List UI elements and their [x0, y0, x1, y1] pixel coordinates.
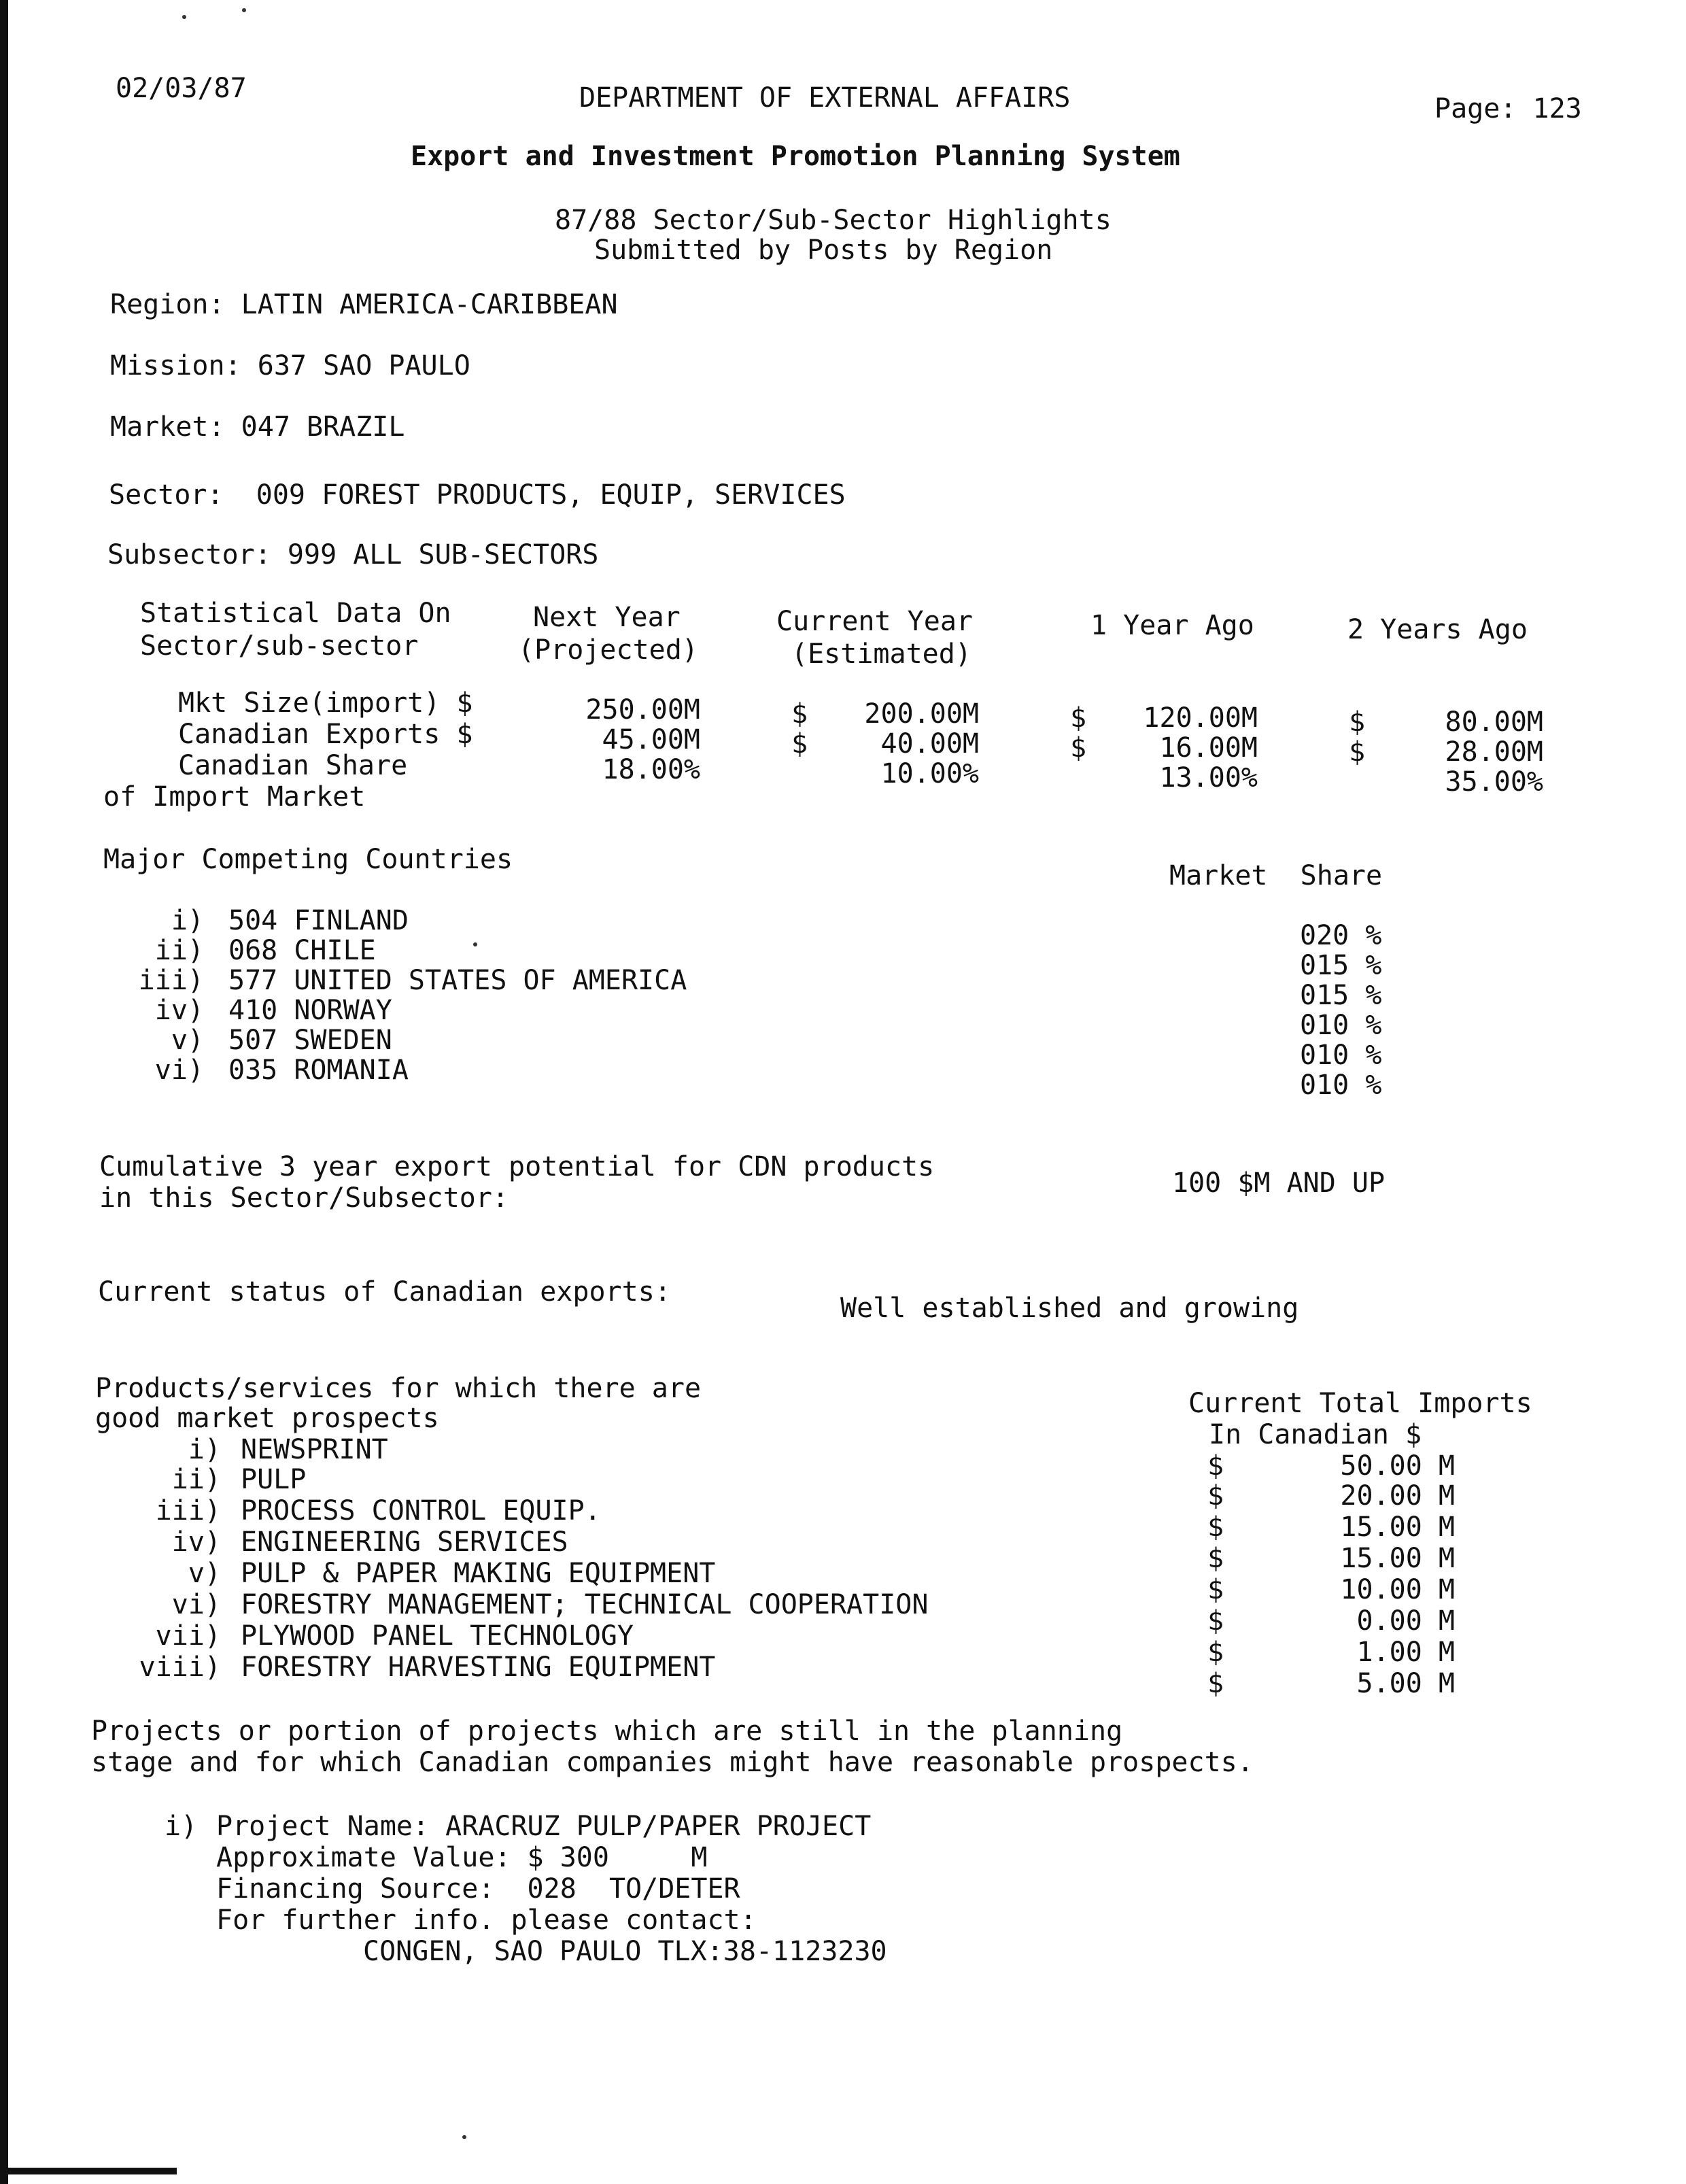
col-header-next-year: Next Year — [533, 602, 681, 633]
stats-cell-1-year-ago: 16.00M — [1159, 732, 1258, 764]
product-number: viii) — [139, 1652, 221, 1683]
competitor-share: 010 % — [1300, 1070, 1382, 1101]
competitor-number: ii) — [154, 935, 204, 966]
product-name: FORESTRY HARVESTING EQUIPMENT — [241, 1652, 716, 1683]
export-status-label: Current status of Canadian exports: — [98, 1276, 671, 1308]
product-number: vi) — [171, 1589, 221, 1620]
product-name: PULP — [241, 1464, 307, 1495]
product-name: PLYWOOD PANEL TECHNOLOGY — [241, 1620, 634, 1652]
competitor-country: 577 UNITED STATES OF AMERICA — [228, 965, 687, 996]
stats-cell-2-years-ago: 28.00M — [1445, 736, 1543, 768]
report-subtitle: 87/88 Sector/Sub-Sector Highlights — [555, 205, 1112, 236]
col-header-estimated: (Estimated) — [791, 638, 971, 670]
product-number: v) — [188, 1558, 221, 1589]
stats-cell-currency: $ — [791, 698, 808, 730]
stats-cell-2-years-ago: 35.00% — [1445, 766, 1543, 798]
competitor-number: iii) — [138, 965, 204, 996]
product-currency: $ — [1207, 1574, 1224, 1605]
product-currency: $ — [1207, 1637, 1224, 1668]
product-name: FORESTRY MANAGEMENT; TECHNICAL COOPERATION — [241, 1589, 929, 1620]
competitor-country: 507 SWEDEN — [228, 1025, 392, 1056]
competitor-share: 015 % — [1300, 950, 1382, 981]
product-import-value: 50.00 M — [1340, 1450, 1455, 1482]
stray-mark — [462, 2135, 466, 2139]
competitor-share: 010 % — [1300, 1010, 1382, 1041]
sector-field: Sector: 009 FOREST PRODUCTS, EQUIP, SERVICES — [109, 479, 846, 511]
export-potential-label: Cumulative 3 year export potential for CDN products — [99, 1151, 935, 1182]
col-header-current-year: Current Year — [776, 606, 973, 637]
page-bottom-mark — [0, 2168, 177, 2174]
product-number: iv) — [171, 1526, 221, 1558]
project-financing: Financing Source: 028 TO/DETER — [216, 1873, 740, 1905]
col-header-2-years-ago: 2 Years Ago — [1347, 614, 1528, 645]
projects-heading-2: stage and for which Canadian companies might have reasonable prospects. — [91, 1747, 1254, 1778]
product-name: NEWSPRINT — [241, 1434, 388, 1465]
region-field: Region: LATIN AMERICA-CARIBBEAN — [110, 289, 618, 320]
stats-cell-current: 10.00% — [880, 758, 979, 789]
stray-mark — [182, 15, 186, 19]
stats-cell-currency: $ — [1070, 732, 1087, 764]
project-contact: CONGEN, SAO PAULO TLX:38-1123230 — [363, 1936, 887, 1967]
mission-field: Mission: 637 SAO PAULO — [110, 350, 470, 381]
project-number: i) — [165, 1811, 198, 1842]
stray-mark — [242, 8, 246, 12]
stats-row-label: Canadian Exports $ — [178, 719, 473, 750]
stats-cell-currency: $ — [1349, 736, 1366, 768]
stats-cell-currency: $ — [1070, 702, 1087, 734]
project-contact-label: For further info. please contact: — [216, 1905, 757, 1936]
product-import-value: 5.00 M — [1356, 1668, 1455, 1699]
stats-cell-2-years-ago: 80.00M — [1445, 706, 1543, 738]
product-name: PROCESS CONTROL EQUIP. — [241, 1495, 601, 1526]
product-name: PULP & PAPER MAKING EQUIPMENT — [241, 1558, 716, 1589]
product-currency: $ — [1207, 1512, 1224, 1543]
page-number: Page: 123 — [1434, 93, 1582, 124]
product-import-value: 1.00 M — [1356, 1637, 1455, 1668]
col-header-1-year-ago: 1 Year Ago — [1090, 610, 1254, 641]
competitor-number: vi) — [154, 1055, 204, 1086]
stray-mark — [473, 942, 477, 946]
competitor-number: v) — [171, 1025, 204, 1056]
product-name: ENGINEERING SERVICES — [241, 1526, 568, 1558]
stats-cell-1-year-ago: 120.00M — [1143, 702, 1258, 734]
product-number: ii) — [171, 1464, 221, 1495]
competitor-country: 410 NORWAY — [228, 995, 392, 1026]
export-status-value: Well established and growing — [840, 1293, 1299, 1324]
product-number: i) — [188, 1434, 221, 1465]
product-number: iii) — [155, 1495, 221, 1526]
competitor-country: 068 CHILE — [228, 935, 376, 966]
product-import-value: 10.00 M — [1340, 1574, 1455, 1605]
product-currency: $ — [1207, 1605, 1224, 1637]
imports-heading: Current Total Imports — [1188, 1388, 1532, 1419]
stats-row-label: Mkt Size(import) $ — [178, 687, 473, 719]
product-currency: $ — [1207, 1450, 1224, 1482]
project-name: Project Name: ARACRUZ PULP/PAPER PROJECT — [216, 1811, 872, 1842]
stats-cell-1-year-ago: 13.00% — [1159, 762, 1258, 794]
product-import-value: 0.00 M — [1356, 1605, 1455, 1637]
competitor-country: 035 ROMANIA — [228, 1055, 409, 1086]
stats-cell-currency: $ — [791, 728, 808, 760]
competitor-share: 010 % — [1300, 1040, 1382, 1071]
market-share-heading: Market Share — [1169, 860, 1383, 891]
product-import-value: 20.00 M — [1340, 1480, 1455, 1512]
report-subtitle-2: Submitted by Posts by Region — [594, 235, 1053, 266]
product-currency: $ — [1207, 1668, 1224, 1699]
products-heading: Products/services for which there are — [95, 1373, 702, 1404]
product-import-value: 15.00 M — [1340, 1543, 1455, 1574]
stats-row-label: Canadian Share — [178, 750, 408, 781]
stats-cell-current: 40.00M — [880, 728, 979, 760]
imports-heading-2: In Canadian $ — [1209, 1419, 1422, 1450]
stats-label-header: Statistical Data On — [140, 598, 451, 629]
col-header-projected: (Projected) — [518, 634, 698, 666]
report-date: 02/03/87 — [116, 73, 247, 104]
competitor-share: 020 % — [1300, 920, 1382, 951]
stats-label-header-2: Sector/sub-sector — [140, 630, 419, 662]
department-title: DEPARTMENT OF EXTERNAL AFFAIRS — [579, 82, 1071, 114]
export-potential-label-2: in this Sector/Subsector: — [99, 1182, 509, 1214]
projects-heading: Projects or portion of projects which are still in the planning — [91, 1716, 1123, 1747]
product-import-value: 15.00 M — [1340, 1512, 1455, 1543]
subsector-field: Subsector: 999 ALL SUB-SECTORS — [107, 539, 599, 570]
product-number: vii) — [155, 1620, 221, 1652]
competitors-heading: Major Competing Countries — [103, 844, 513, 875]
competitor-number: i) — [171, 905, 204, 936]
competitor-country: 504 FINLAND — [228, 905, 409, 936]
products-heading-2: good market prospects — [95, 1403, 439, 1434]
stats-cell-current: 200.00M — [864, 698, 979, 730]
stats-cell-next: 45.00M — [602, 724, 700, 755]
page-left-border — [0, 0, 8, 2184]
market-field: Market: 047 BRAZIL — [110, 411, 405, 443]
project-value: Approximate Value: $ 300 M — [216, 1842, 708, 1873]
competitor-number: iv) — [154, 995, 204, 1026]
export-potential-value: 100 $M AND UP — [1172, 1167, 1386, 1199]
stats-row-label-suffix: of Import Market — [103, 781, 366, 813]
stats-cell-next: 18.00% — [602, 754, 700, 785]
system-title: Export and Investment Promotion Planning System — [411, 141, 1180, 172]
product-currency: $ — [1207, 1480, 1224, 1512]
stats-cell-currency: $ — [1349, 706, 1366, 738]
product-currency: $ — [1207, 1543, 1224, 1574]
stats-cell-next: 250.00M — [585, 694, 700, 726]
competitor-share: 015 % — [1300, 980, 1382, 1011]
